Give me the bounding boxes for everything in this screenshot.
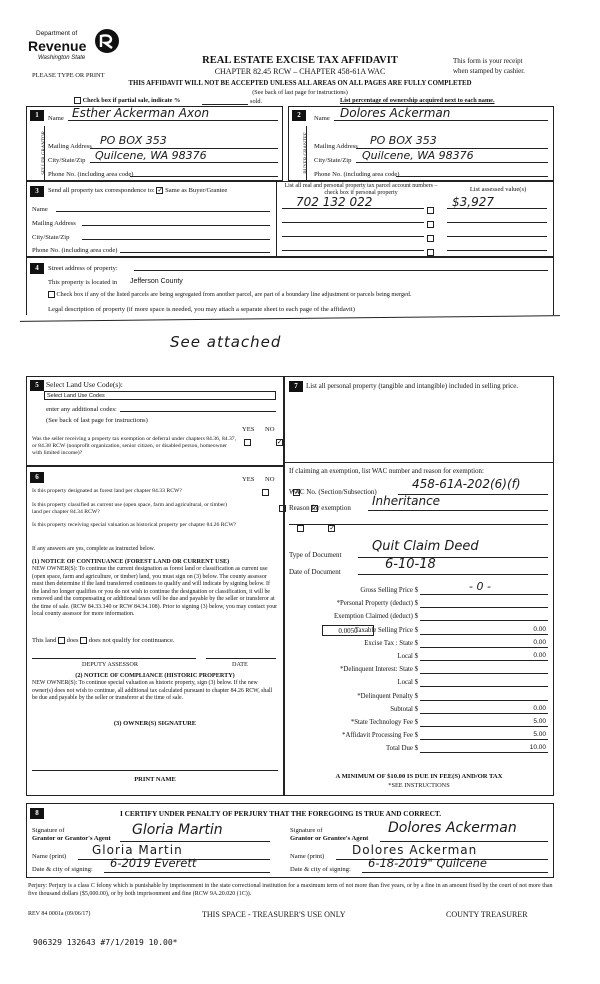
grantee-name-label: Name (print) bbox=[290, 853, 325, 860]
county-treasurer: COUNTY TREASURER bbox=[446, 910, 528, 919]
same-as-buyer-label: Same as Buyer/Grantee bbox=[165, 187, 228, 195]
calc-row-label: Total Due $ bbox=[386, 745, 418, 753]
county-label: This property is located in bbox=[48, 279, 118, 286]
partial-sale bbox=[74, 97, 180, 104]
receipt-note-2: when stamped by cashier. bbox=[453, 67, 525, 75]
s3-city-label: City/State/Zip bbox=[32, 234, 70, 241]
buyer-name-label: Name bbox=[314, 115, 330, 122]
partial-sale-percent[interactable] bbox=[202, 96, 248, 105]
wac-value: 458-61A-202(6)(f) bbox=[412, 477, 521, 491]
deputy-assessor: DEPUTY ASSESSOR bbox=[82, 661, 138, 668]
segregated-label: Check box if any of the listed parcels are being segregated from another parcel, are part of a boundary line adjustment or parcels being merged. bbox=[56, 291, 412, 298]
parcel-line-3 bbox=[282, 228, 424, 237]
pp-checkbox-1[interactable] bbox=[427, 207, 434, 214]
calc-row-value: 0.00 bbox=[533, 625, 546, 633]
parcel-line-2 bbox=[282, 214, 424, 223]
buyer-phone-line bbox=[396, 168, 548, 177]
calc-row-label: *Delinquent Penalty $ bbox=[357, 692, 418, 700]
grantee-signature: Dolores Ackerman bbox=[388, 820, 517, 836]
personal-property-checks bbox=[427, 203, 434, 259]
partial-sale-label: Check box if partial sale, indicate % bbox=[82, 97, 181, 104]
calc-row-value: 10.00 bbox=[529, 744, 546, 752]
notice-compliance-body: NEW OWNER(S): To continue special valuation as historic property, sign (3) below. If the new owner(s) does not wish to continue, all additional tax calculated pursuant to chapter 84.26 RCW, shall be due and payable by the seller or transferor at the time of sale. bbox=[32, 680, 273, 702]
calc-row-label: Taxable Selling Price $ bbox=[354, 626, 418, 634]
section-6-box bbox=[26, 466, 284, 796]
s3-phone-label: Phone No. (including area code) bbox=[32, 247, 118, 254]
land-use-select[interactable] bbox=[44, 391, 276, 400]
calc-row-value: 5.00 bbox=[533, 731, 546, 739]
partial-sale-checkbox[interactable] bbox=[74, 97, 81, 104]
buyer-address: PO BOX 353 bbox=[370, 134, 437, 147]
seller-city: Quilcene, WA 98376 bbox=[95, 149, 207, 162]
pp-checkbox-4[interactable] bbox=[427, 249, 434, 256]
calc-row-label: Local $ bbox=[397, 653, 418, 660]
land-use-select-value: Select Land Use Codes bbox=[47, 393, 105, 399]
does-not-label: does not bbox=[88, 637, 111, 644]
calc-row-value: - 0 - bbox=[469, 580, 491, 593]
form-chapter: CHAPTER 82.45 RCW – CHAPTER 458-61A WAC bbox=[214, 67, 386, 76]
segregated-checkbox[interactable] bbox=[48, 291, 55, 298]
notice-continuance-body: NEW OWNER(S): To continue the current designation as forest land or classification as current use (open space, farm and agriculture, or timber) land, you must sign on (3) below. The county assessor must then determine if the land transferred continues to qualify and will indicate by signing below. If the land no longer qualifies or you do not wish to continue the designation or classification, it will be removed and the compensating or additional taxes will be due and payable by the seller or transferor at the time of sale. (RCW 84.33.140 or RCW 84.34.108). Prior to signing (3) below, you may contact your local county assessor for more information. bbox=[32, 566, 278, 618]
send-label: Send all property tax correspondence to: bbox=[48, 187, 155, 195]
grantee-name: Dolores Ackerman bbox=[352, 843, 478, 857]
qualify-label: qualify for continuance. bbox=[112, 637, 175, 644]
reason-label: Reason for exemption bbox=[289, 504, 351, 512]
grantor-signature: Gloria Martin bbox=[132, 822, 223, 838]
county-value: Jefferson County bbox=[130, 278, 183, 285]
legal-label: Legal description of property (if more space is needed, you may attach a separate sheet to each page of the affidavit) bbox=[48, 306, 355, 313]
calc-row-label: Subtotal $ bbox=[390, 705, 418, 713]
rev-number: REV 84 0001a (09/06/17) bbox=[28, 911, 91, 917]
seller-name: Esther Ackerman Axon bbox=[72, 106, 210, 120]
land-use-label: Select Land Use Code(s): bbox=[46, 380, 123, 389]
section-5-number: 5 bbox=[30, 380, 44, 391]
s6-q3: Is this property receiving special valuation as historical property per chapter 84.26 RCW? bbox=[32, 522, 237, 528]
see-instructions: *SEE INSTRUCTIONS bbox=[388, 782, 450, 789]
certify-statement: I CERTIFY UNDER PENALTY OF PERJURY THAT THE FOREGOING IS TRUE AND CORRECT. bbox=[120, 809, 442, 818]
back-note: (See back of last page for instructions) bbox=[252, 89, 348, 96]
does-not-checkbox[interactable] bbox=[80, 637, 87, 644]
continuance-row bbox=[32, 637, 175, 644]
local-rate: 0.0050 bbox=[338, 627, 358, 635]
minimum-due: A MINIMUM OF $10.00 IS DUE IN FEE(S) AND/OR TAX bbox=[335, 773, 503, 780]
assessed-line-2 bbox=[447, 214, 547, 223]
s3-city-field[interactable] bbox=[82, 231, 270, 240]
same-as-buyer-checkbox[interactable] bbox=[156, 187, 163, 194]
section-8-number: 8 bbox=[30, 808, 44, 819]
reason-line-2 bbox=[289, 516, 548, 525]
section-7-number: 7 bbox=[289, 381, 303, 392]
s5-no-checkbox[interactable] bbox=[276, 439, 283, 446]
calc-row-label: *Personal Property (deduct) $ bbox=[336, 600, 418, 608]
parcel-number: 702 132 022 bbox=[296, 195, 373, 209]
calc-row-label: Local $ bbox=[397, 679, 418, 687]
grantee-date-label: Date & city of signing: bbox=[290, 866, 351, 873]
exemption-claim-note: If claiming an exemption, list WAC number and reason for exemption: bbox=[289, 468, 484, 475]
dor-line2: Revenue bbox=[28, 38, 87, 54]
seller-phone-label: Phone No. (including area code) bbox=[48, 171, 134, 178]
perjury-notice: Perjury: Perjury is a class C felony which is punishable by imprisonment in the state correctional institution for a maximum term of not more than five years, or by a fine in an amount fixed by the court of not more than five thousand dollars ($5,000.00), or by both imprisonment and fine (RCW 9A.20.020 (1C)). bbox=[28, 883, 553, 897]
additional-codes-field[interactable] bbox=[120, 403, 276, 412]
dor-logo bbox=[28, 28, 123, 68]
dor-logo-icon bbox=[94, 28, 120, 54]
pp-checkbox-2[interactable] bbox=[427, 221, 434, 228]
additional-codes-label: enter any additional codes: bbox=[46, 406, 117, 413]
deputy-date: DATE bbox=[232, 661, 248, 668]
s3-address-label: Mailing Address bbox=[32, 220, 76, 227]
doc-date-label: Date of Document bbox=[289, 568, 341, 576]
form-title: REAL ESTATE EXCISE TAX AFFIDAVIT bbox=[202, 55, 398, 66]
calc-row-value: 0.00 bbox=[533, 652, 546, 659]
grantor-sig-label-2: Grantor or Grantor's Agent bbox=[32, 834, 111, 842]
seller-city-label: City/State/Zip bbox=[48, 157, 86, 164]
buyer-address-label: Mailing Address bbox=[314, 143, 358, 150]
doc-date-value: 6-10-18 bbox=[385, 557, 436, 572]
seller-address-label: Mailing Address bbox=[48, 143, 92, 150]
s6-q2: Is this property classified as current use (open space, farm and agricultural, or timber) land per chapter 84.34 RCW? bbox=[32, 502, 228, 515]
owner-signature-label: (3) OWNER(S) SIGNATURE bbox=[113, 720, 197, 727]
street-label: Street address of property: bbox=[48, 265, 118, 272]
buyer-city: Quilcene, WA 98376 bbox=[362, 149, 474, 162]
section-2-number: 2 bbox=[292, 110, 306, 121]
buyer-city-label: City/State/Zip bbox=[314, 157, 352, 164]
grantor-date-label: Date & city of signing: bbox=[32, 866, 93, 873]
grantee-date: 6-18-2019" Quilcene bbox=[368, 856, 487, 870]
ownership-note: List percentage of ownership acquired next to each name. bbox=[340, 97, 495, 104]
section-6-number: 6 bbox=[30, 472, 44, 483]
calc-row-value: 0.00 bbox=[533, 638, 546, 646]
grantor-sig-label bbox=[32, 827, 111, 842]
calc-row-label: *Affidavit Processing Fee $ bbox=[342, 732, 418, 740]
does-label: does bbox=[66, 637, 79, 644]
calc-row-value: 5.00 bbox=[533, 718, 546, 725]
assessed-value: $3,927 bbox=[452, 195, 494, 209]
seller-phone-line bbox=[130, 168, 278, 177]
street-field[interactable] bbox=[134, 262, 548, 271]
please-type: PLEASE TYPE OR PRINT bbox=[32, 72, 105, 79]
calc-row-label: *State Technology Fee $ bbox=[350, 719, 418, 726]
s5-no: NO bbox=[265, 426, 275, 433]
pp-checkbox-3[interactable] bbox=[427, 235, 434, 242]
buyer-side-label: BUYER GRANTEE bbox=[304, 132, 310, 174]
calc-row-label: Gross Selling Price $ bbox=[360, 587, 418, 594]
personal-property-note: List all personal property (tangible and intangible) included in selling price. bbox=[306, 382, 519, 390]
s5-yes-checkbox[interactable] bbox=[244, 439, 251, 446]
parcel-line-4 bbox=[282, 242, 424, 251]
s6-yes: YES bbox=[242, 476, 255, 483]
calc-row-label: Excise Tax : State $ bbox=[364, 639, 418, 647]
assessed-line-4 bbox=[447, 242, 547, 251]
wac-label: WAC No. (Section/Subsection) bbox=[289, 488, 377, 496]
notice-continuance-title: (1) NOTICE OF CONTINUANCE (FOREST LAND OR CURRENT USE) bbox=[32, 558, 230, 565]
this-land-label: This land bbox=[32, 637, 57, 644]
buyer-name: Dolores Ackerman bbox=[340, 106, 451, 120]
send-correspondence bbox=[48, 187, 227, 195]
seller-side-label: SELLER GRANTOR bbox=[42, 131, 48, 175]
grantee-sig-label-2: Grantor or Grantee's Agent bbox=[290, 834, 369, 842]
grantor-name: Gloria Martin bbox=[92, 843, 183, 857]
s6-no: NO bbox=[265, 476, 275, 483]
s6-q1-yes[interactable] bbox=[262, 489, 269, 496]
exemption-question: Was the seller receiving a property tax exemption or deferral under chapters 84.36, 84.37, or 84.38 RCW (nonprofit organization, senior citizen, or disabled person, homeowner with limited income)? bbox=[32, 436, 237, 457]
assessed-line-3 bbox=[447, 228, 547, 237]
section-1-number: 1 bbox=[30, 110, 44, 121]
seller-address: PO BOX 353 bbox=[100, 134, 167, 147]
s3-name-field[interactable] bbox=[56, 203, 270, 212]
s3-name-label: Name bbox=[32, 206, 48, 213]
print-name-label: PRINT NAME bbox=[134, 776, 176, 783]
calc-row-label: Exemption Claimed (deduct) $ bbox=[334, 613, 418, 621]
sold-label: sold. bbox=[250, 98, 263, 105]
calc-row-field[interactable] bbox=[420, 599, 548, 608]
assessed-header: List assessed value(s) bbox=[469, 186, 527, 193]
s3-address-field[interactable] bbox=[82, 217, 270, 226]
doc-type-value: Quit Claim Deed bbox=[372, 539, 479, 554]
cashier-stamp: 906329 132643 #7/1/2019 10.00* bbox=[33, 938, 178, 947]
s5-see-back: (See back of last page for instructions) bbox=[46, 417, 148, 424]
grantee-sig-label bbox=[290, 827, 368, 842]
does-checkbox[interactable] bbox=[58, 637, 65, 644]
calc-row-field[interactable] bbox=[420, 665, 548, 674]
grantor-name-label: Name (print) bbox=[32, 853, 67, 860]
grantee-sig-label-1: Signature of bbox=[290, 827, 323, 834]
seller-name-label: Name bbox=[48, 115, 64, 122]
notice-compliance-title: (2) NOTICE OF COMPLIANCE (HISTORIC PROPERTY) bbox=[75, 672, 235, 679]
dor-line1: Department of bbox=[36, 30, 78, 37]
segregated-row bbox=[48, 291, 411, 298]
grantor-sig-label-1: Signature of bbox=[32, 827, 65, 834]
s5-yes: YES bbox=[242, 426, 255, 433]
doc-type-label: Type of Document bbox=[289, 551, 342, 559]
dor-line3: Washington State bbox=[38, 55, 86, 61]
calc-row-field[interactable] bbox=[420, 612, 548, 621]
section-4-number: 4 bbox=[30, 263, 44, 274]
calc-row-value: 0.00 bbox=[533, 704, 546, 712]
receipt-note-1: This form is your receipt bbox=[453, 57, 523, 65]
s6-q1: Is this property designated as forest land per chapter 84.33 RCW? bbox=[32, 488, 182, 494]
calc-row-field[interactable] bbox=[420, 678, 548, 687]
form-warning: THIS AFFIDAVIT WILL NOT BE ACCEPTED UNLESS ALL AREAS ON ALL PAGES ARE FULLY COMPLETED bbox=[128, 80, 472, 87]
see-attached: See attached bbox=[170, 333, 282, 351]
calc-row-field[interactable] bbox=[420, 692, 548, 701]
section-3-number: 3 bbox=[30, 186, 44, 197]
grantor-date: 6-2019 Everett bbox=[110, 856, 197, 870]
treasurer-only: THIS SPACE - TREASURER'S USE ONLY bbox=[202, 910, 346, 919]
s6-if-yes: If any answers are yes, complete as instructed below. bbox=[32, 546, 155, 552]
calc-row-label: *Delinquent Interest: State $ bbox=[340, 666, 418, 674]
s3-phone-field[interactable] bbox=[120, 244, 270, 253]
parcel-header: List all real and personal property tax parcel account numbers – check box if personal property bbox=[284, 183, 438, 196]
buyer-phone-label: Phone No. (including area code) bbox=[314, 171, 400, 178]
reason-value: Inheritance bbox=[372, 494, 441, 508]
